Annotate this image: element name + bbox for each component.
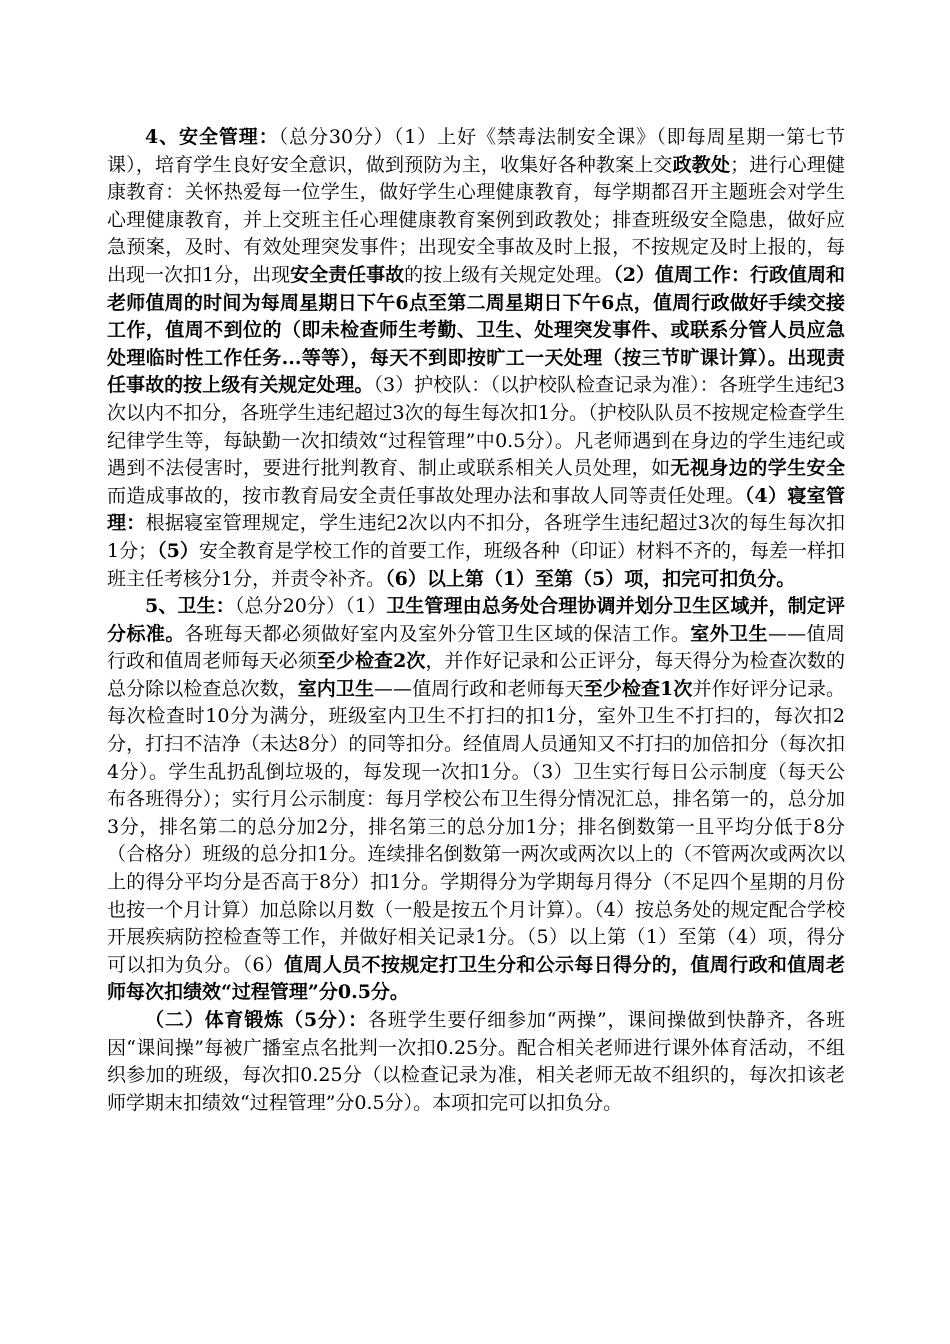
bold-text-segment: 政教处	[672, 153, 731, 176]
bold-text-segment: （6）以上第（1）至第（5）项，扣完可扣负分。	[385, 567, 796, 590]
bold-text-segment: 5、卫生：	[145, 595, 235, 618]
text-segment: 根据寝室管理规定，学生违纪2次以内不扣分，各班学生违纪超过3次的每生每次扣1分；	[107, 512, 845, 562]
bold-text-segment: 至少检查1次	[583, 677, 693, 700]
text-segment: （总分30分）（1）上好《禁毒法制安全课》（即每周星期一第七节课），培育学生良好安全意识，做到预防为主，收集好各种教案上交	[107, 126, 845, 176]
text-segment: 各班每天都必须做好室内及室外分管卫生区域的保洁工作。	[184, 622, 691, 645]
text-segment: （总分20分）（1）	[234, 595, 387, 618]
document-body	[107, 124, 845, 1117]
bold-text-segment: 4、安全管理：	[145, 126, 279, 148]
text-segment: ；进行心理健康教育：关怀热爱每一位学生，做好学生心理健康教育，每学期都召开主题班会对学生心理健康教育，并上交班主任心理健康教育案例到政教处；排查班级安全隐患，做好应急预案，及时、有效处理突发事件；出现安全事故及时上报，不按规定及时上报的，每出现一次扣1分，出现	[107, 153, 845, 286]
bold-text-segment: 值周人员不按规定打卫生分和公示每日得分的，值周行政和值周老师每次扣绩效“过程管理”分0.5分。	[107, 953, 845, 1004]
text-segment: 而造成事故的，按市教育局安全责任事故处理办法和事故人同等责任处理。	[107, 484, 745, 507]
bold-text-segment: （5）	[157, 539, 199, 562]
text-segment: ，并作好记录和公正评分，每天得分为检查次数的总分除以检查总次数，	[107, 650, 845, 700]
bold-text-segment: （二）体育锻炼（5分）：	[145, 1009, 368, 1031]
bold-text-segment: 卫生管理由总务处合理协调并划分卫生区域并，制定评分标准。	[107, 595, 845, 645]
bold-text-segment: 至少检查2次	[316, 650, 426, 673]
text-segment: ——值周行政和老师每天	[374, 677, 584, 700]
bold-text-segment: （2）值周工作：行政值周和老师值周的时间为每周星期日下午6点至第二周星期日下午6点，值周行政做好手续交接工作，值周不到位的（即未检查师生考勤、卫生、处理突发事件、或联系分管人员应急处理临时性工作任务...等等），每天不到即按旷工一天处理（按三节旷课计算）。出现责任事故的按上级有关规定处理。	[107, 263, 845, 397]
text-segment: 安全教育是学校工作的首要工作，班级各种（印证）材料不齐的，每差一样扣班主任考核分1分，并责令补齐。	[107, 539, 845, 590]
text-segment: 的按上级有关规定处理。	[404, 263, 614, 286]
bold-text-segment: （4）寝室管理：	[107, 484, 845, 535]
bold-text-segment: 安全责任事故	[290, 263, 405, 286]
text-segment: ——值周行政和值周老师每天必须	[107, 622, 845, 673]
text-segment: 各班学生要仔细参加“两操”，课间操做到快静齐，各班因“课间操”每被广播室点名批判一次扣0.25分。配合相关老师进行课外体育活动，不组织参加的班级，每次扣0.25分（以检查记录为准，相关老师无故不组织的，每次扣该老师学期末扣绩效“过程管理”分0.5分）。本项扣完可以扣负分。	[107, 1009, 845, 1114]
text-segment: 并作好评分记录。每次检查时10分为满分，班级室内卫生不打扫的扣1分，室外卫生不打扫的，每次扣2分，打扫不洁净（未达8分）的同等扣分。经值周人员通知又不打扫的加倍扣分（每次扣4分）。学生乱扔乱倒垃圾的，每发现一次扣1分。（3）卫生实行每日公示制度（每天公布各班得分）；实行月公示制度：每月学校公布卫生得分情况汇总，排名第一的，总分加3分，排名第二的总分加2分，排名第三的总分加1分；排名倒数第一且平均分低于8分（合格分）班级的总分扣1分。连续排名倒数第一两次或两次以上的（不管两次或两次以上的得分平均分是否高于8分）扣1分。学期得分为学期每月得分（不足四个星期的月份也按一个月计算）加总除以月数（一般是按五个月计算）。（4）按总务处的规定配合学校开展疾病防控检查等工作，并做好相关记录1分。（5）以上第（1）至第（4）项，得分可以扣为负分。（6）	[107, 677, 845, 976]
text-segment: （3）护校队：（以护校队检查记录为准）：各班学生违纪3次以内不扣分，各班学生违纪超过3次的每生每次扣1分。（护校队队员不按规定检查学生纪律学生等，每缺勤一次扣绩效“过程管理”中0.5分）。凡老师遇到在身边的学生违纪或遇到不法侵害时，要进行批判教育、制止或联系相关人员处理，如	[107, 374, 845, 480]
section-sports	[107, 1007, 845, 1117]
section-hygiene	[107, 593, 845, 1007]
bold-text-segment: 室外卫生	[690, 622, 769, 645]
bold-text-segment: 无视身边的学生安全	[670, 457, 845, 480]
bold-text-segment: 室内卫生	[297, 677, 375, 700]
section-security	[107, 124, 845, 593]
